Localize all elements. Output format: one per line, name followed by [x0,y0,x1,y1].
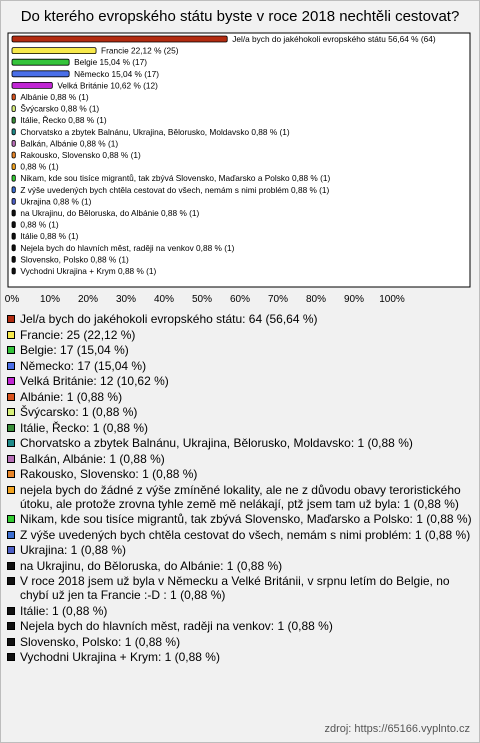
bar-label-2: Belgie 15,04 % (17) [74,57,148,68]
legend-swatch-11 [7,486,15,494]
bar-label-14: Ukrajina 0,88 % (1) [20,196,92,207]
legend-item-18 [7,619,475,633]
bar-label-17: Itálie 0,88 % (1) [20,231,79,242]
legend-item-8 [7,436,475,450]
legend-item-19 [7,635,475,649]
legend-item-15 [7,559,475,573]
legend-item-3 [7,359,475,373]
x-tick-8: 80% [305,294,327,305]
legend-label-8: Chorvatsko a zbytek Balnánu, Ukrajina, Bělorusko, Moldavsko: 1 (0,88 %) [20,436,413,450]
legend-swatch-4 [7,377,15,385]
legend-label-19: Slovensko, Polsko: 1 (0,88 %) [20,634,181,649]
legend-swatch-0 [7,315,15,323]
legend-swatch-16 [7,577,15,585]
legend-label-16: V roce 2018 jsem už byla v Německu a Velké Británii, v srpnu letím do Belgie, no chybí už jen ta Francie :-D : 1 (0,88 %) [20,574,450,602]
bar-label-15: na Ukrajinu, do Běloruska, do Albánie 0,88 % (1) [20,208,200,218]
legend-label-18: Nejela bych do hlavních měst, raději na venkov: 1 (0,88 %) [20,619,333,633]
bar-2 [12,59,69,65]
legend-item-17 [7,604,475,618]
legend-item-1 [7,328,475,342]
legend-label-12: Nikam, kde sou tisíce migrantů, tak zbývá Slovensko, Maďarsko a Polsko: 1 (0,88 %) [20,512,472,526]
bar-label-10: Rakousko, Slovensko 0,88 % (1) [20,150,141,160]
legend-swatch-18 [7,622,15,630]
bar-4 [12,82,52,88]
bar-label-9: Balkán, Albánie 0,88 % (1) [20,138,119,149]
legend-item-12 [7,512,475,526]
x-tick-2: 20% [77,294,99,305]
legend-label-14: Ukrajina: 1 (0,88 %) [20,543,127,557]
bar-3 [12,71,69,77]
legend-swatch-14 [7,546,15,554]
legend-label-15: na Ukrajinu, do Běloruska, do Albánie: 1 (0,88 %) [20,558,283,573]
bar-16 [12,222,15,228]
bar-label-13: Z výše uvedených bych chtěla cestovat do všech, nemám s nimi problém 0,88 % (1) [20,184,330,195]
bar-chart [0,0,480,312]
bar-label-4: Velká Británie 10,62 % (12) [57,80,158,91]
x-tick-4: 40% [153,294,175,305]
bar-20 [12,268,15,274]
legend-label-0: Jel/a bych do jakéhokoli evropského státu: 64 (56,64 %) [20,312,318,326]
bar-8 [12,129,15,135]
legend-swatch-7 [7,424,15,432]
legend-item-14 [7,543,475,557]
legend-label-10: Rakousko, Slovensko: 1 (0,88 %) [20,467,198,481]
bar-label-18: Nejela bych do hlavních měst, raději na venkov 0,88 % (1) [20,242,235,253]
source-link[interactable]: zdroj: https://65166.vyplnto.cz [324,723,470,735]
bar-label-7: Itálie, Řecko 0,88 % (1) [20,115,107,126]
bar-label-3: Německo 15,04 % (17) [74,68,160,79]
legend-swatch-13 [7,531,15,539]
bar-0 [12,36,227,42]
legend-label-6: Švýcarsko: 1 (0,88 %) [20,405,138,419]
bar-7 [12,117,15,123]
bar-label-16: 0,88 % (1) [20,219,59,230]
legend-item-5 [7,390,475,404]
legend-item-6 [7,405,475,419]
legend-swatch-19 [7,638,15,646]
x-tick-10: 100% [379,294,405,305]
legend-item-16 [7,574,475,602]
legend-label-7: Itálie, Řecko: 1 (0,88 %) [20,420,149,435]
x-tick-3: 30% [115,294,137,305]
bar-label-8: Chorvatsko a zbytek Balnánu, Ukrajina, Bělorusko, Moldavsko 0,88 % (1) [20,126,290,137]
bar-18 [12,245,15,251]
legend-swatch-17 [7,607,15,615]
legend-label-3: Německo: 17 (15,04 %) [20,358,147,373]
legend-swatch-12 [7,515,15,523]
legend-swatch-2 [7,346,15,354]
bar-12 [12,175,15,181]
chart-legend [7,312,475,666]
legend-swatch-1 [7,331,15,339]
legend-swatch-3 [7,362,15,370]
x-tick-7: 70% [267,294,289,305]
legend-label-5: Albánie: 1 (0,88 %) [20,389,123,404]
bar-label-5: Albánie 0,88 % (1) [20,92,89,102]
x-tick-0: 0% [4,294,20,305]
legend-label-20: Vychodni Ukrajina + Krym: 1 (0,88 %) [20,650,220,664]
legend-item-20 [7,650,475,664]
legend-swatch-9 [7,455,15,463]
bar-1 [12,48,96,54]
legend-swatch-6 [7,408,15,416]
legend-swatch-8 [7,439,15,447]
chart-title: Do kterého evropského státu byste v roce 2018 nechtěli cestovat? [20,8,460,25]
bar-label-12: Nikam, kde sou tisíce migrantů, tak zbývá Slovensko, Maďarsko a Polsko 0,88 % (1) [20,173,331,184]
bar-13 [12,187,15,193]
legend-swatch-5 [7,393,15,401]
x-tick-9: 90% [343,294,365,305]
legend-item-9 [7,452,475,466]
bar-label-1: Francie 22,12 % (25) [101,45,179,56]
legend-swatch-10 [7,470,15,478]
legend-label-1: Francie: 25 (22,12 %) [20,327,136,342]
legend-item-4 [7,374,475,388]
legend-item-13 [7,528,475,542]
bar-label-6: Švýcarsko 0,88 % (1) [20,103,100,114]
bar-label-0: Jel/a bych do jakéhokoli evropského státu 56,64 % (64) [232,34,436,44]
legend-label-9: Balkán, Albánie: 1 (0,88 %) [20,451,165,466]
bar-11 [12,164,15,170]
bar-14 [12,198,15,204]
legend-item-7 [7,421,475,435]
legend-item-11 [7,483,475,511]
bar-17 [12,233,15,239]
bar-label-11: 0,88 % (1) [20,161,59,172]
legend-item-0 [7,312,475,326]
legend-label-4: Velká Británie: 12 (10,62 %) [20,374,169,388]
legend-label-2: Belgie: 17 (15,04 %) [20,343,129,357]
x-tick-6: 60% [229,294,251,305]
bar-label-19: Slovensko, Polsko 0,88 % (1) [20,254,129,265]
bar-19 [12,256,15,262]
legend-item-10 [7,467,475,481]
bar-9 [12,140,15,146]
legend-swatch-20 [7,653,15,661]
x-tick-1: 10% [39,294,61,305]
bar-10 [12,152,15,158]
bar-15 [12,210,15,216]
legend-label-17: Itálie: 1 (0,88 %) [20,603,108,618]
x-tick-5: 50% [191,294,213,305]
bar-label-20: Vychodni Ukrajina + Krym 0,88 % (1) [20,266,157,276]
legend-swatch-15 [7,562,15,570]
legend-item-2 [7,343,475,357]
bar-5 [12,94,15,100]
legend-label-13: Z výše uvedených bych chtěla cestovat do všech, nemám s nimi problém: 1 (0,88 %) [20,527,471,542]
bar-6 [12,106,15,112]
legend-label-11: nejela bych do žádné z výše zmíněné lokality, ale ne z důvodu obavy teroristického útoku, ale protože zrovna tyhle země mě nelákají, ptž jsem tam už byla: 1 (0,88 %) [20,482,461,511]
